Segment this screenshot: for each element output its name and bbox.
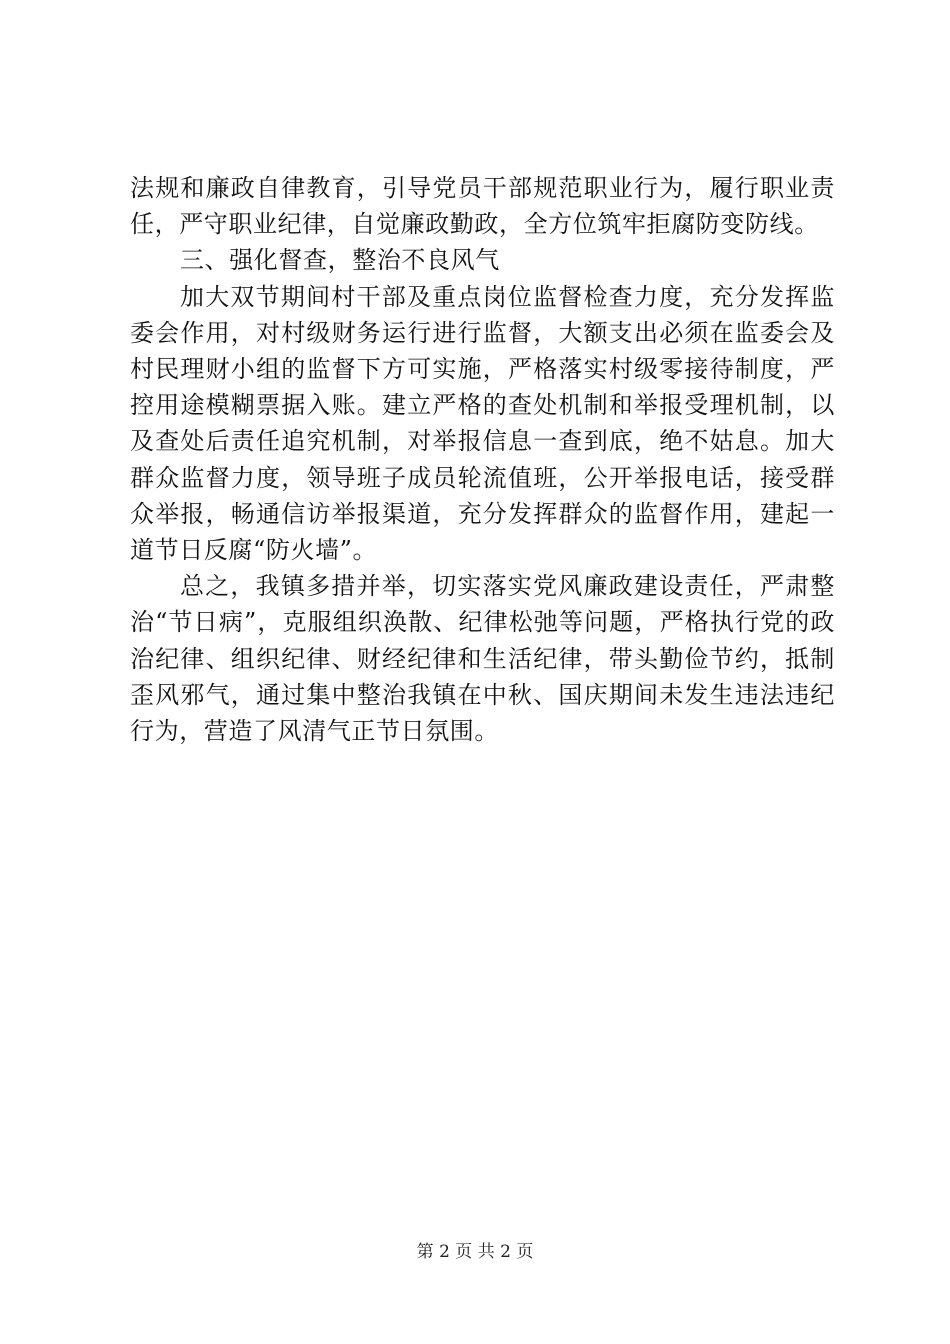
paragraph-summary: 总之，我镇多措并举，切实落实党风廉政建设责任，严肃整治“节日病”，克服组织涣散、纪律松弛等问题，严格执行党的政治纪律、组织纪律、财经纪律和生活纪律，带头勤俭节约，抵制歪风邪气，通过集中整治我镇在中秋、国庆期间未发生违法违纪行为，营造了风清气正节日氛围。: [130, 572, 835, 746]
document-body: [130, 170, 835, 749]
paragraph-supervision: 加大双节期间村干部及重点岗位监督检查力度，充分发挥监委会作用，对村级财务运行进行监督，大额支出必须在监委会及村民理财小组的监督下方可实施，严格落实村级零接待制度，严控用途模糊票据入账。建立严格的查处机制和举报受理机制，以及查处后责任追究机制，对举报信息一查到底，绝不姑息。加大群众监督力度，领导班子成员轮流值班，公开举报电话，接受群众举报，畅通信访举报渠道，充分发挥群众的监督作用，建起一道节日反腐“防火墙”。: [130, 282, 835, 565]
page-footer: [0, 1240, 950, 1264]
page-number-label: 第 2 页 共 2 页: [416, 1242, 534, 1262]
paragraph-continued: 法规和廉政自律教育，引导党员干部规范职业行为，履行职业责任，严守职业纪律，自觉廉政勤政，全方位筑牢拒腐防变防线。: [130, 174, 835, 239]
section-heading: 三、强化督查，整治不良风气: [180, 246, 500, 275]
